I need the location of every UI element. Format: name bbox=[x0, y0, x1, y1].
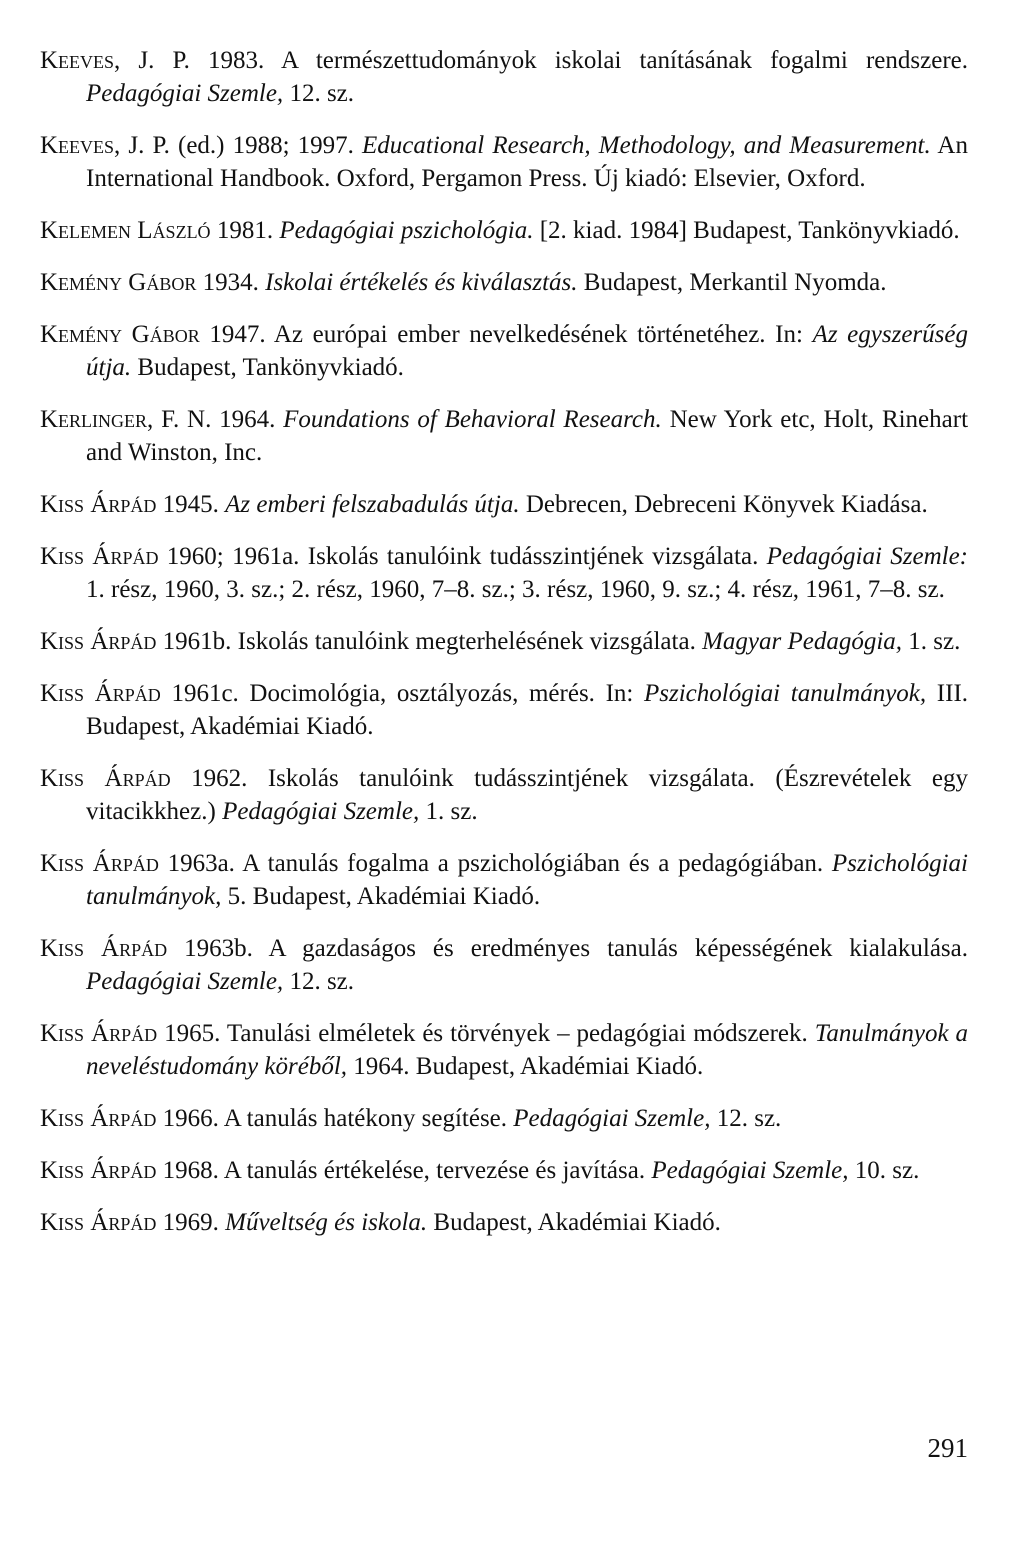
entry-author: Kiss Árpád bbox=[40, 1105, 157, 1132]
entry-author: Kerlinger, F. N. bbox=[40, 406, 212, 433]
entry-text: 5. Budapest, Akadémiai Kiadó. bbox=[221, 883, 541, 910]
entry-text: Budapest, Tankönyvkiadó. bbox=[131, 354, 404, 381]
entry-text: [2. kiad. 1984] Budapest, Tankönyvkiadó. bbox=[533, 217, 960, 244]
entry-author: Kiss Árpád bbox=[40, 935, 168, 962]
entry-author: Kiss Árpád bbox=[40, 850, 159, 877]
entry-text: 1968. A tanulás értékelése, tervezése és javítása. bbox=[156, 1157, 652, 1184]
entry-author: Kiss Árpád bbox=[40, 680, 161, 707]
entry-author: Kiss Árpád bbox=[40, 1209, 157, 1236]
entry-title-italic: Pedagógiai Szemle, bbox=[651, 1157, 849, 1184]
entry-text: III. Budapest, Akadémiai Kiadó. bbox=[86, 680, 969, 740]
entry-author: Kiss Árpád bbox=[40, 491, 157, 518]
entry-author: Kiss Árpád bbox=[40, 543, 159, 570]
entry-title-italic: Pedagógiai Szemle: bbox=[766, 543, 968, 570]
entry-text: New York etc, Holt, Rinehart and Winston, Inc. bbox=[86, 406, 969, 466]
entry-title-italic: Magyar Pedagógia, bbox=[702, 628, 903, 655]
entry-title-italic: Pedagógiai Szemle, bbox=[222, 798, 420, 825]
entry-title-italic: Educational Research, Methodology, and Measurement. bbox=[362, 132, 931, 159]
entry-text: 1934. bbox=[196, 269, 266, 296]
bibliography-page bbox=[40, 44, 968, 1258]
entry-author: Keeves, J. P. bbox=[40, 47, 190, 74]
bibliography-list bbox=[40, 44, 968, 1239]
entry-text: 1969. bbox=[156, 1209, 226, 1236]
bibliography-entry bbox=[40, 540, 968, 606]
entry-text: 1962. Iskolás tanulóink tudásszintjének vizsgálata. (Észrevételek egy vitacikkhez.) bbox=[86, 765, 968, 825]
entry-text: Budapest, Akadémiai Kiadó. bbox=[427, 1209, 721, 1236]
entry-author: Kiss Árpád bbox=[40, 1157, 157, 1184]
entry-author: Kiss Árpád bbox=[40, 1020, 158, 1047]
entry-title-italic: Pedagógiai Szemle, bbox=[86, 80, 284, 107]
entry-text: 1983. A természettudományok iskolai tanításának fogalmi rendszere. bbox=[189, 47, 968, 74]
entry-text: 1945. bbox=[156, 491, 226, 518]
page-number: 291 bbox=[927, 1433, 968, 1463]
bibliography-entry bbox=[40, 625, 968, 658]
bibliography-entry bbox=[40, 1154, 968, 1187]
entry-title-italic: Foundations of Behavioral Research. bbox=[283, 406, 662, 433]
bibliography-entry bbox=[40, 44, 968, 110]
bibliography-entry bbox=[40, 762, 968, 828]
bibliography-entry bbox=[40, 932, 968, 998]
entry-title-italic: Az emberi felszabadulás útja. bbox=[225, 491, 520, 518]
entry-text: 12. sz. bbox=[283, 968, 355, 995]
entry-author: Kiss Árpád bbox=[40, 628, 157, 655]
entry-text: 1963b. A gazdaságos és eredményes tanulás képességének kialakulása. bbox=[167, 935, 968, 962]
entry-text: 1964. Budapest, Akadémiai Kiadó. bbox=[347, 1053, 704, 1080]
entry-title-italic: Tanulmányok a neveléstudomány köréből, bbox=[86, 1020, 969, 1080]
entry-author: Kiss Árpád bbox=[40, 765, 171, 792]
entry-text: 1963a. A tanulás fogalma a pszichológiában és a pedagógiában. bbox=[158, 850, 832, 877]
entry-text: 1965. Tanulási elméletek és törvények – pedagógiai módszerek. bbox=[157, 1020, 815, 1047]
entry-text: 12. sz. bbox=[283, 80, 355, 107]
entry-title-italic: Pedagógiai Szemle, bbox=[86, 968, 284, 995]
entry-author: Kelemen László bbox=[40, 217, 211, 244]
bibliography-entry bbox=[40, 214, 968, 247]
entry-text: 10. sz. bbox=[848, 1157, 920, 1184]
bibliography-entry bbox=[40, 1206, 968, 1239]
bibliography-entry bbox=[40, 488, 968, 521]
entry-text: An International Handbook. Oxford, Pergamon Press. Új kiadó: Elsevier, Oxford. bbox=[86, 132, 968, 192]
bibliography-entry bbox=[40, 677, 968, 743]
entry-author: Keeves, J. P. bbox=[40, 132, 170, 159]
entry-title-italic: Pedagógiai pszichológia. bbox=[279, 217, 534, 244]
entry-title-italic: Pszichológiai tanulmányok, bbox=[644, 680, 927, 707]
entry-text: (ed.) 1988; 1997. bbox=[169, 132, 363, 159]
entry-text: 1961b. Iskolás tanulóink megterhelésének vizsgálata. bbox=[156, 628, 703, 655]
entry-text: 1964. bbox=[211, 406, 284, 433]
bibliography-entry bbox=[40, 318, 968, 384]
entry-text: Debrecen, Debreceni Könyvek Kiadása. bbox=[519, 491, 928, 518]
entry-text: 1. sz. bbox=[419, 798, 478, 825]
entry-text: 1947. Az európai ember nevelkedésének történetéhez. In: bbox=[199, 321, 813, 348]
entry-text: 1961c. Docimológia, osztályozás, mérés. In: bbox=[160, 680, 644, 707]
entry-title-italic: Pszichológiai tanulmányok, bbox=[86, 850, 968, 910]
bibliography-entry bbox=[40, 1102, 968, 1135]
entry-title-italic: Az egyszerűség útja. bbox=[86, 321, 968, 381]
entry-text: 1960; 1961a. Iskolás tanulóink tudásszintjének vizsgálata. bbox=[158, 543, 767, 570]
bibliography-entry bbox=[40, 266, 968, 299]
entry-author: Kemény Gábor bbox=[40, 321, 200, 348]
bibliography-entry bbox=[40, 129, 968, 195]
bibliography-entry bbox=[40, 847, 968, 913]
entry-title-italic: Műveltség és iskola. bbox=[225, 1209, 428, 1236]
entry-text: 1. sz. bbox=[902, 628, 961, 655]
entry-author: Kemény Gábor bbox=[40, 269, 197, 296]
entry-text: 1966. A tanulás hatékony segítése. bbox=[156, 1105, 514, 1132]
entry-text: 1. rész, 1960, 3. sz.; 2. rész, 1960, 7–8. sz.; 3. rész, 1960, 9. sz.; 4. rész, 1961, 7–8. sz. bbox=[86, 576, 945, 603]
entry-text: Budapest, Merkantil Nyomda. bbox=[577, 269, 887, 296]
bibliography-entry bbox=[40, 403, 968, 469]
entry-title-italic: Pedagógiai Szemle, bbox=[513, 1105, 711, 1132]
bibliography-entry bbox=[40, 1017, 968, 1083]
entry-title-italic: Iskolai értékelés és kiválasztás. bbox=[265, 269, 578, 296]
entry-text: 1981. bbox=[210, 217, 280, 244]
entry-text: 12. sz. bbox=[710, 1105, 782, 1132]
